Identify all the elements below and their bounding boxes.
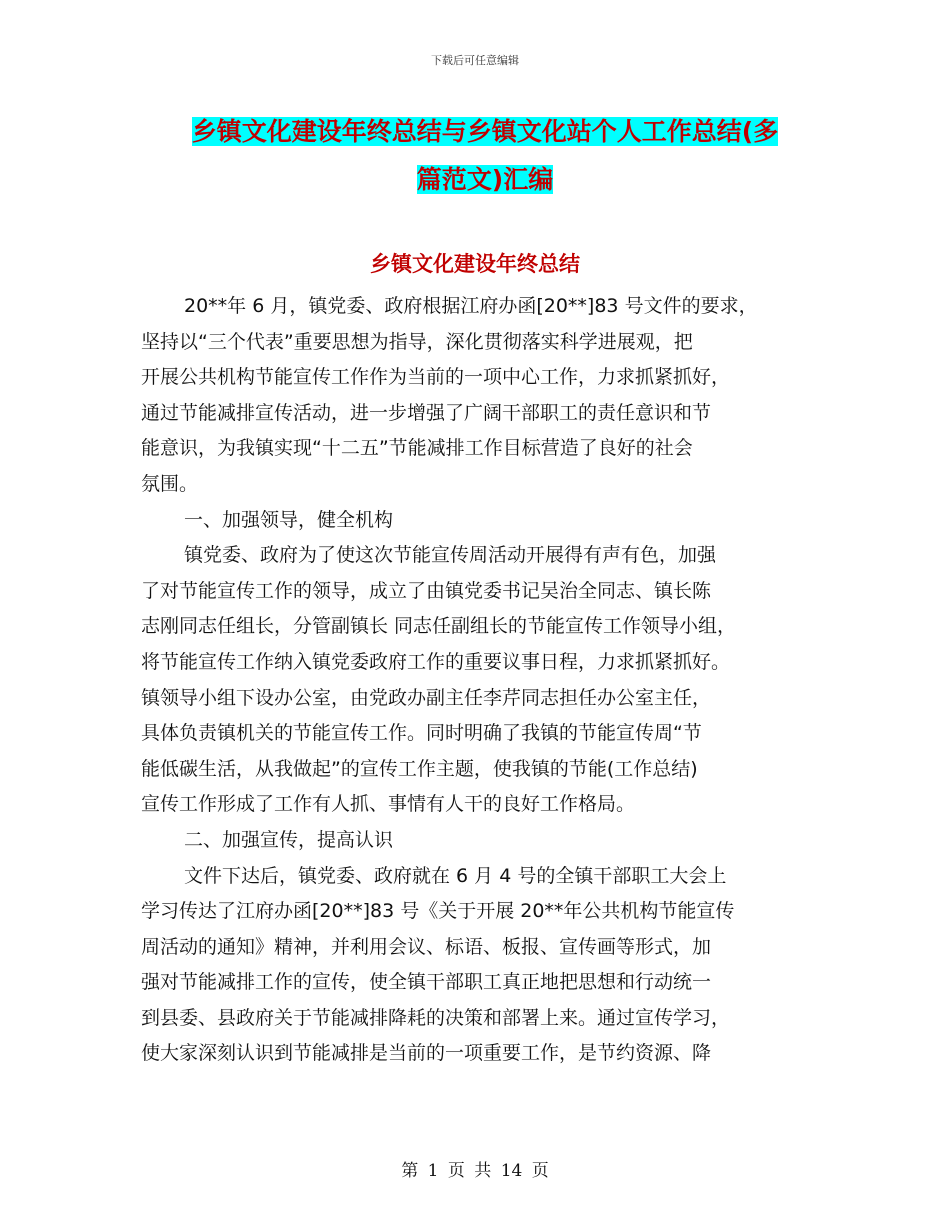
text-line: 氛围。 <box>141 472 199 495</box>
page-footer: 第 1 页 共 14 页 <box>401 1161 549 1181</box>
document-title <box>140 108 830 204</box>
section-title: 乡镇文化建设年终总结 <box>370 252 580 276</box>
text-line: 开展公共机构节能宣传工作作为当前的一项中心工作，力求抓紧抓好， <box>141 366 731 389</box>
text-line: 坚持以“三个代表”重要思想为指导，深化贯彻落实科学进展观，把 <box>141 330 693 353</box>
text-line: 学习传达了江府办函[20**]83 号《关于开展 20**年公共机构节能宣传 <box>141 900 735 923</box>
text-line: 具体负责镇机关的节能宣传工作。同时明确了我镇的节能宣传周“节 <box>141 722 702 745</box>
document-title-line-1: 乡镇文化建设年终总结与乡镇文化站个人工作总结(多 <box>191 117 779 146</box>
body-text <box>141 289 821 1072</box>
header-note: 下载后可任意编辑 <box>431 54 519 67</box>
text-line: 将节能宣传工作纳入镇党委政府工作的重要议事日程，力求抓紧抓好。 <box>141 650 731 673</box>
text-line: 周活动的通知》精神，并利用会议、标语、板报、宣传画等形式，加 <box>141 935 712 958</box>
text-line: 到县委、县政府关于节能减排降耗的决策和部署上来。通过宣传学习， <box>141 1006 731 1029</box>
document-title-line-2: 篇范文)汇编 <box>416 165 554 194</box>
text-line: 文件下达后，镇党委、政府就在 6 月 4 号的全镇干部职工大会上 <box>184 864 727 887</box>
text-line: 镇领导小组下设办公室，由党政办副主任李芹同志担任办公室主任， <box>141 686 712 709</box>
text-line: 能低碳生活，从我做起”的宣传工作主题，使我镇的节能(工作总结) <box>141 757 698 780</box>
text-line: 志刚同志任组长，分管副镇长 同志任副组长的节能宣传工作领导小组， <box>141 615 737 638</box>
heading-line: 二、加强宣传，提高认识 <box>184 828 394 851</box>
text-line: 宣传工作形成了工作有人抓、事情有人干的良好工作格局。 <box>141 793 636 816</box>
text-line: 使大家深刻认识到节能减排是当前的一项重要工作，是节约资源、降 <box>141 1042 712 1065</box>
heading-line: 一、加强领导，健全机构 <box>184 508 394 531</box>
text-line: 20**年 6 月，镇党委、政府根据江府办函[20**]83 号文件的要求， <box>184 295 758 317</box>
text-line: 能意识，为我镇实现“十二五”节能减排工作目标营造了良好的社会 <box>141 437 693 460</box>
text-line: 强对节能减排工作的宣传，使全镇干部职工真正地把思想和行动统一 <box>141 971 712 994</box>
text-line: 镇党委、政府为了使这次节能宣传周活动开展得有声有色，加强 <box>184 544 717 567</box>
text-line: 通过节能减排宣传活动，进一步增强了广阔干部职工的责任意识和节 <box>141 401 712 424</box>
text-line: 了对节能宣传工作的领导，成立了由镇党委书记吴治全同志、镇长陈 <box>141 579 712 602</box>
